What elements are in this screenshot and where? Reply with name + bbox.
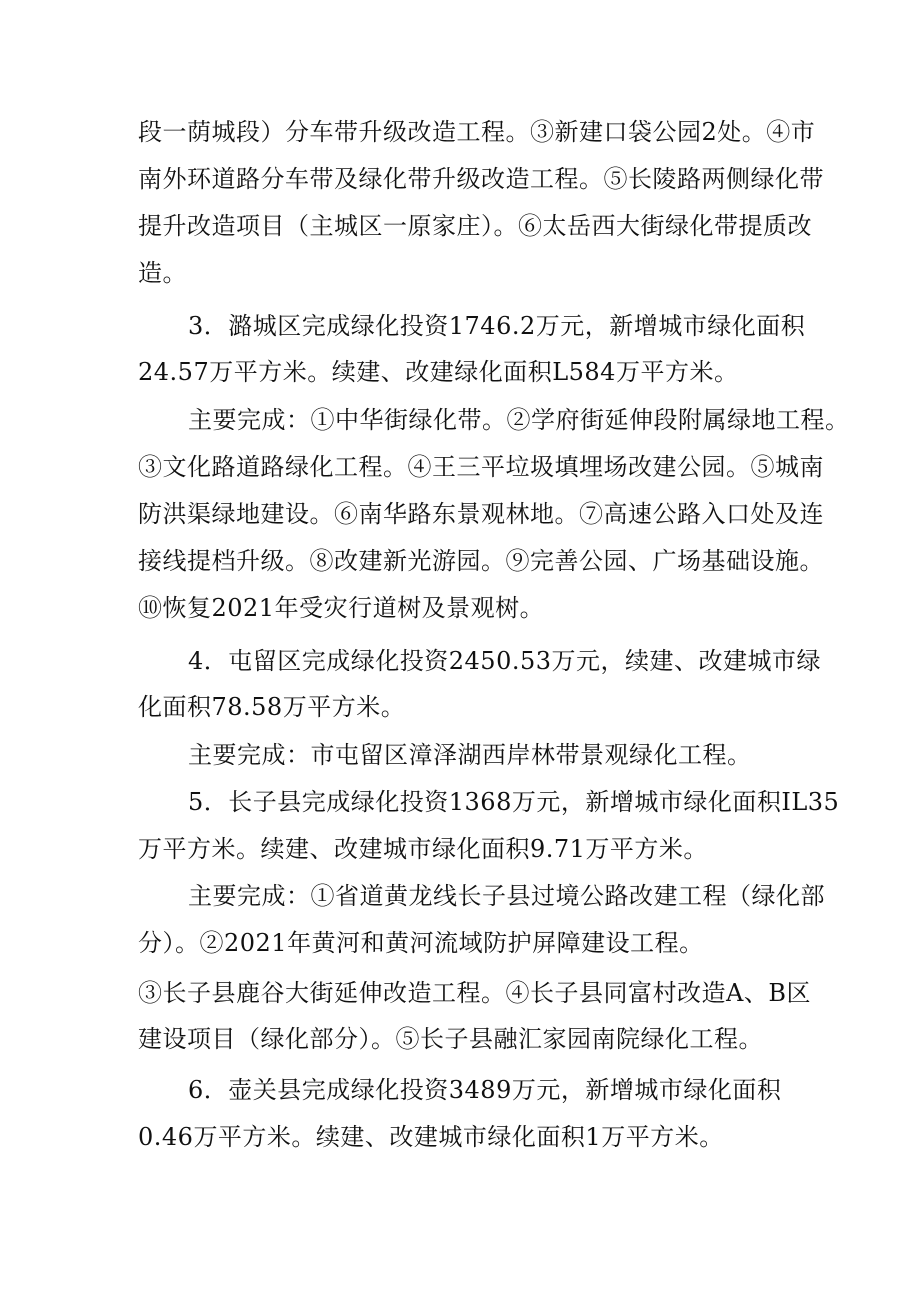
text-line: ⑩恢复2021年受灾行道树及景观树。: [138, 594, 545, 622]
text-line: 化面积78.58万平方米。: [138, 693, 406, 721]
text-line: ③长子县鹿谷大街延伸改造工程。④长子县同富村改造A、B区: [138, 979, 811, 1007]
text-line: 0.46万平方米。续建、改建城市绿化面积1万平方米。: [138, 1123, 724, 1151]
text-line: 主要完成：①省道黄龙线长子县过境公路改建工程（绿化部: [188, 882, 825, 910]
text-line: 24.57万平方米。续建、改建绿化面积L584万平方米。: [138, 358, 739, 386]
text-line: 主要完成：①中华街绿化带。②学府街延伸段附属绿地工程。: [188, 406, 850, 434]
text-line: 接线提档升级。⑧改建新光游园。⑨完善公园、广场基础设施。: [138, 547, 824, 575]
text-line: 防洪渠绿地建设。⑥南华路东景观林地。⑦高速公路入口处及连: [138, 500, 824, 528]
text-line: 4．屯留区完成绿化投资2450.53万元，续建、改建城市绿: [188, 647, 822, 675]
text-line: 南外环道路分车带及绿化带升级改造工程。⑤长陵路两侧绿化带: [138, 165, 824, 193]
text-line: 3．潞城区完成绿化投资1746.2万元，新增城市绿化面积: [188, 312, 806, 340]
text-line: 主要完成：市屯留区漳泽湖西岸林带景观绿化工程。: [188, 741, 752, 769]
text-line: 分）。②2021年黄河和黄河流域防护屏障建设工程。: [138, 929, 704, 957]
text-line: 6．壶关县完成绿化投资3489万元，新增城市绿化面积: [188, 1076, 782, 1104]
text-line: 段一荫城段）分车带升级改造工程。③新建口袋公园2处。④市: [138, 118, 816, 146]
text-line: ③文化路道路绿化工程。④王三平垃圾填埋场改建公园。⑤城南: [138, 453, 824, 481]
text-line: 万平方米。续建、改建城市绿化面积9.71万平方米。: [138, 835, 708, 863]
text-line: 5．长子县完成绿化投资1368万元，新增城市绿化面积IL35: [188, 788, 840, 816]
text-line: 造。: [138, 259, 187, 287]
text-line: 提升改造项目（主城区一原家庄）。⑥太岳西大街绿化带提质改: [138, 212, 812, 240]
text-line: 建设项目（绿化部分）。⑤长子县融汇家园南院绿化工程。: [138, 1025, 763, 1053]
